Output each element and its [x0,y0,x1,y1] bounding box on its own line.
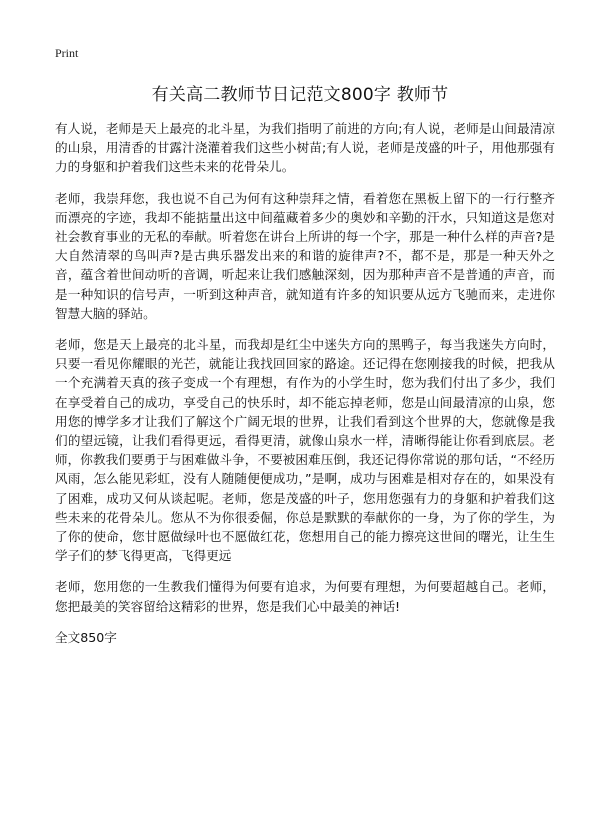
article-title: 有关高二教师节日记范文800字 教师节 [151,85,449,105]
paragraph: 老师，您用您的一生教我们懂得为何要有追求，为何要有理想，为何要超越自己。老师，您把最美的笑容留给这精彩的世界，您是我们心中最美的神话! [55,579,555,614]
paragraph: 老师，您是天上最亮的北斗星，而我却是红尘中迷失方向的黑鸭子，每当我迷失方向时，只要一看见你耀眼的光芒，就能让我找回回家的路途。还记得在您刚接我的时候，把我从一个充满着天真的孩子变成一个有理想，有作为的小学生时，您为我们付出了多少，我们在享受着自己的成功，享受自己的快乐时，却不能忘掉老师，您是山间最清凉的山泉，您用您的博学多才让我们了解这个广阔无垠的世界，让我们看到这个世界的大，您就像是我们的望远镜，让我们看得更远，看得更清，就像山泉水一样，清晰得能让你看到底层。老师，你教我们要勇于与困难做斗争，不要被困难压倒，我还记得你常说的那句话，“不经历风雨，怎么能见彩虹，没有人随随便便成功，”是啊，成功与困难是相对存在的，如果没有了困难，成功又何从谈起呢。老师，您是茂盛的叶子，您用您强有力的身躯和护着我们这些未来的花骨朵儿。您从不为你很委倔，你总是默默的奉献你的一身，为了你的学生，为了你的使命，您甘愿做绿叶也不愿做红花，您想用自己的能力擦亮这世间的曙光，让生生学子们的梦飞得更高，飞得更远 [55,337,555,564]
word-count: 全文850字 [55,629,117,645]
paragraph: 有人说，老师是天上最亮的北斗星，为我们指明了前进的方向;有人说，老师是山间最清凉的山泉，用清香的甘露汁浇灌着我们这些小树苗;有人说，老师是茂盛的叶子，用他那强有力的身躯和护着我们这些未来的花骨朵儿。 [55,121,555,175]
paragraph: 老师，我崇拜您，我也说不自己为何有这种崇拜之情，看着您在黑板上留下的一行行整齐而漂亮的字迹，我却不能掂量出这中间蕴藏着多少的奥妙和辛勤的汗水，只知道这是您对社会教育事业的无私的奉献。听着您在讲台上所讲的每一个字，那是一种什么样的声音?是大自然清翠的鸟叫声?是古典乐器发出来的和谐的旋律声?不，都不是，那是一种天外之音，蕴含着世间动听的音调，听起来让我们感触深刻，因为那种声音不是普通的声音，而是一种知识的信号声，一听到这种声音，就知道有许多的知识要从远方飞驰而来，走进你智慧大脑的驿站。 [55,190,555,321]
article-body [55,119,555,647]
print-link[interactable]: Print [55,46,79,60]
